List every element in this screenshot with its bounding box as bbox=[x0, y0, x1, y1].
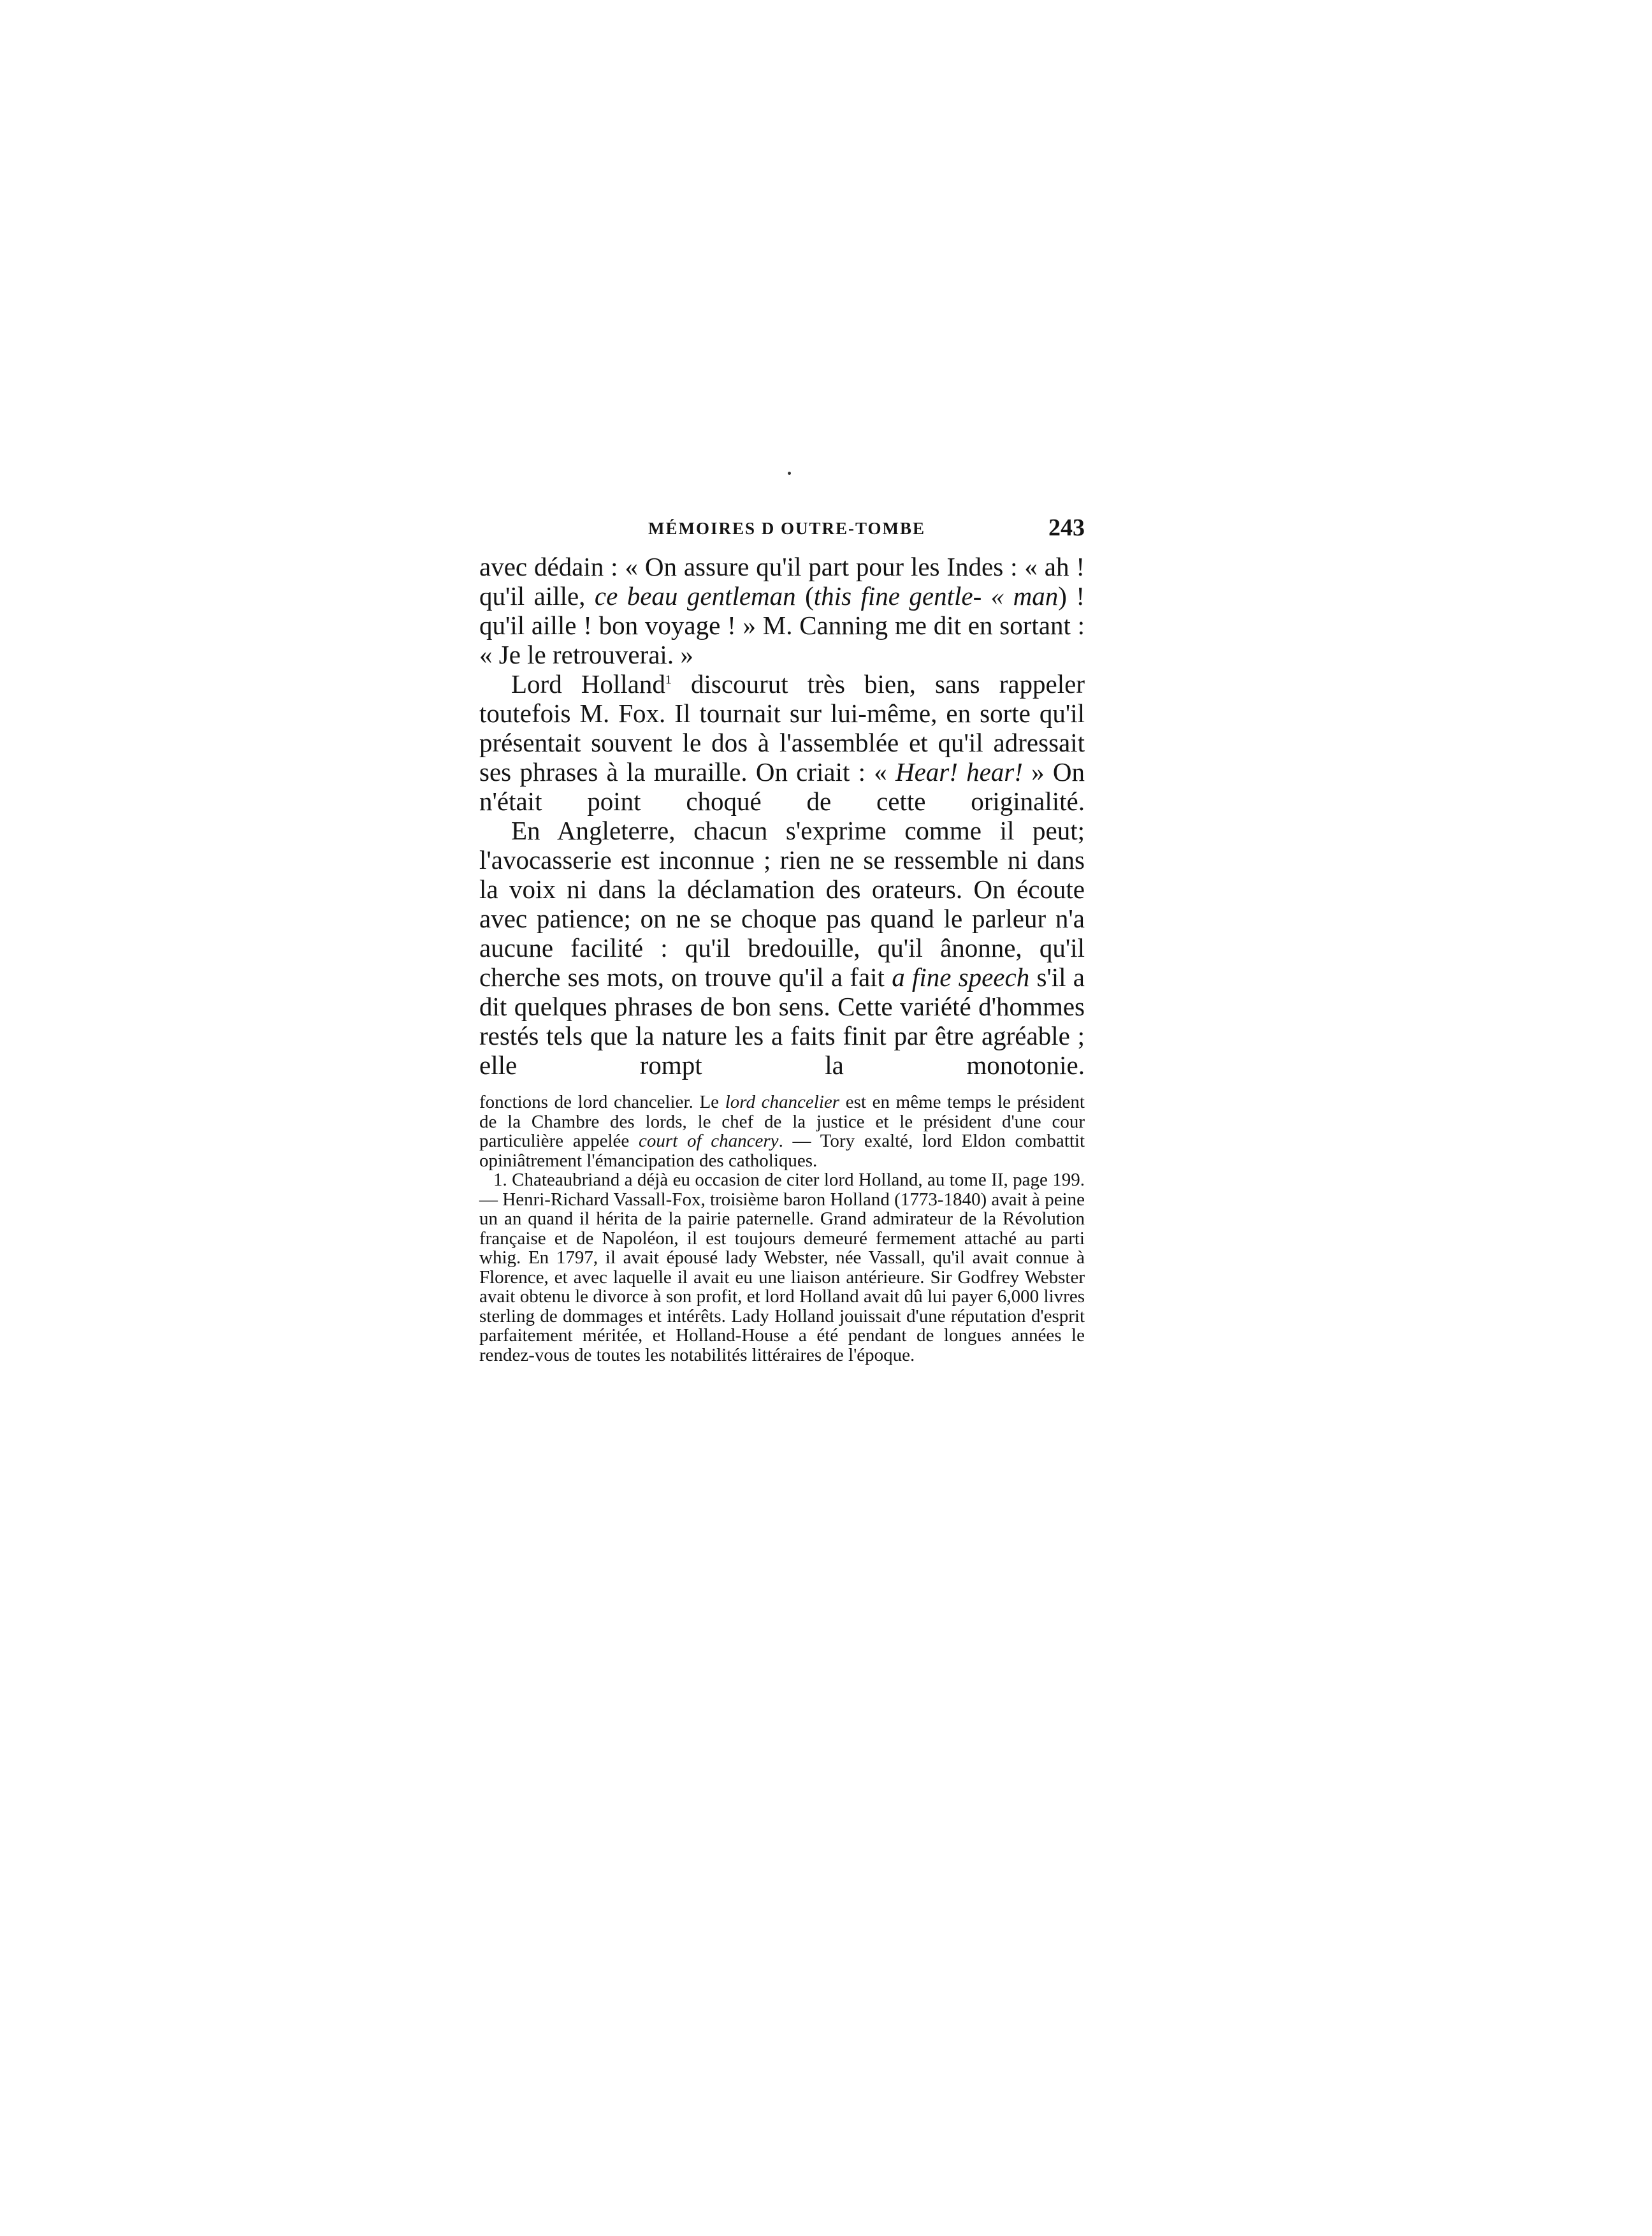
paragraph-1-part-c: ) ! qu'il aille ! bon voyage ! » M. Canning me dit en sortant : « Je le retrouverai. » bbox=[479, 581, 1085, 669]
footnote-continued-italic-2: court of chancery bbox=[639, 1131, 779, 1151]
paragraph-3-italic-1: a fine speech bbox=[892, 962, 1030, 992]
footnote-ref-1: 1 bbox=[665, 672, 672, 687]
footnotes bbox=[479, 1093, 1085, 1365]
printed-page bbox=[479, 514, 1085, 1365]
paragraph-2-part-b: discourut très bien, sans rappeler toutefois M. Fox. Il tournait sur lui-même, en sorte qu'il présentait souvent le dos à l'assemblée et qu'il adressait ses phrases à la muraille. On criait : « bbox=[479, 669, 1085, 787]
page-number: 243 bbox=[1048, 514, 1085, 541]
paragraph-1-part-a: avec dédain : « On assure qu'il part pour les Indes : « ah ! qu'il aille, bbox=[479, 552, 1085, 611]
paragraph-1 bbox=[479, 552, 1085, 669]
paragraph-1-italic-2: this fine gentle- « man bbox=[813, 581, 1059, 611]
paragraph-3-part-b: s'il a dit quelques phrases de bon sens. Cette variété d'hommes restés tels que la nature les a faits finit par être agréable ; elle rompt la monotonie. bbox=[479, 962, 1085, 1080]
running-head bbox=[479, 514, 1085, 544]
paragraph-2 bbox=[479, 669, 1085, 816]
paragraph-2-part-c: » On n'était point choqué de cette originalité. bbox=[479, 757, 1085, 816]
running-title: MÉMOIRES D OUTRE-TOMBE bbox=[648, 519, 926, 538]
footnote-1: 1. Chateaubriand a déjà eu occasion de citer lord Holland, au tome II, page 199. — Henri-Richard Vassall-Fox, troisième baron Holland (1773-1840) avait à peine un an quand il hérita de la pairie paternelle. Grand admirateur de la Révolution française et de Napoléon, il est toujours demeuré fermement attaché au parti whig. En 1797, il avait épousé lady Webster, née Vassall, qu'il avait connue à Florence, et avec laquelle il avait eu une liaison antérieure. Sir Godfrey Webster avait obtenu le divorce à son profit, et lord Holland avait dû lui payer 6,000 livres sterling de dommages et intérêts. Lady Holland jouissait d'une réputation d'esprit parfaitement méritée, et Holland-House a été pendant de longues années le rendez-vous de toutes les notabilités littéraires de l'époque. bbox=[479, 1170, 1085, 1365]
scan-speck bbox=[788, 472, 791, 475]
footnote-continued-part-a: fonctions de lord chancelier. Le bbox=[479, 1092, 725, 1112]
footnote-continued bbox=[479, 1093, 1085, 1170]
footnote-continued-italic-1: lord chancelier bbox=[725, 1092, 840, 1112]
footnote-continued-part-b: est en même temps le président de la Chambre des lords, le chef de la justice et le président d'une cour particulière appelée bbox=[479, 1092, 1085, 1151]
paragraph-1-part-b: ( bbox=[795, 581, 814, 611]
paragraph-2-part-a: Lord Holland bbox=[511, 669, 665, 699]
paragraph-3 bbox=[479, 816, 1085, 1080]
paragraph-1-italic-1: ce beau gentleman bbox=[594, 581, 796, 611]
footnote-continued-part-c: . — Tory exalté, lord Eldon combattit opiniâtrement l'émancipation des catholiques. bbox=[479, 1131, 1085, 1171]
body-text bbox=[479, 552, 1085, 1080]
paragraph-2-italic-1: Hear! hear! bbox=[895, 757, 1023, 787]
paragraph-3-part-a: En Angleterre, chacun s'exprime comme il peut; l'avocasserie est inconnue ; rien ne se ressemble ni dans la voix ni dans la déclamation des orateurs. On écoute avec patience; on ne se choque pas quand le parleur n'a aucune facilité : qu'il bredouille, qu'il ânonne, qu'il cherche ses mots, on trouve qu'il a fait bbox=[479, 816, 1085, 992]
